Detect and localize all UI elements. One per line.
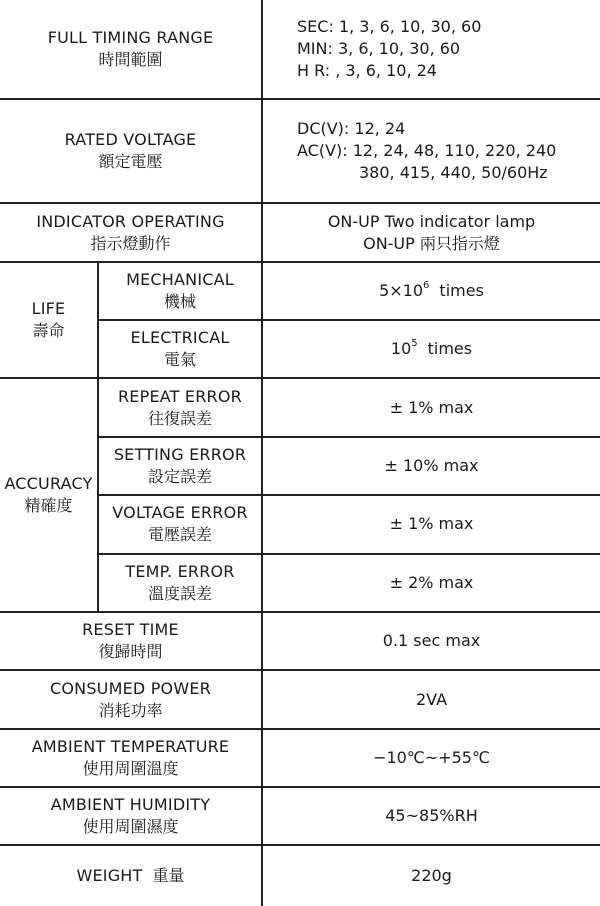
label-en: VOLTAGE ERROR	[112, 503, 248, 523]
label-ambient-humidity	[0, 787, 262, 845]
label-zh: 重量	[152, 866, 185, 886]
group-life	[0, 262, 98, 379]
label-zh: 機械	[163, 291, 196, 311]
voltage-ac-cont: 380, 415, 440, 50/60Hz	[359, 162, 548, 182]
voltage-dc: DC(V): 12, 24	[297, 118, 406, 138]
label-reset-time	[0, 612, 262, 670]
row-repeat-error	[0, 378, 600, 436]
value-indicator	[262, 203, 600, 261]
row-ambient-humidity	[0, 787, 600, 845]
row-weight	[0, 845, 600, 906]
label-zh: 復歸時間	[98, 642, 163, 662]
voltage-ac: AC(V): 12, 24, 48, 110, 220, 240	[297, 140, 557, 160]
label-electrical	[98, 320, 262, 378]
label-voltage-error	[98, 495, 262, 553]
indicator-en: ON-UP Two indicator lamp	[327, 211, 536, 231]
label-en: AMBIENT TEMPERATURE	[31, 736, 230, 756]
label-zh: 溫度誤差	[147, 583, 212, 603]
label-en: WEIGHT	[76, 866, 143, 886]
label-en: FULL TIMING RANGE	[47, 27, 214, 47]
elec-unit: times	[427, 339, 473, 359]
group-en: LIFE	[31, 299, 66, 319]
value-reset-time: 0.1 sec max	[262, 612, 600, 670]
label-consumed-power	[0, 670, 262, 728]
elec-exp: 5	[411, 338, 418, 350]
value-timing-range	[262, 0, 600, 99]
value-voltage-error: ± 1% max	[262, 495, 600, 553]
label-en: CONSUMED POWER	[49, 678, 211, 698]
row-life-mechanical	[0, 262, 600, 320]
label-zh: 電氣	[163, 350, 196, 370]
label-ambient-temperature	[0, 729, 262, 787]
row-ambient-temperature	[0, 729, 600, 787]
value-weight: 220g	[262, 845, 600, 906]
label-mechanical	[98, 262, 262, 320]
label-zh: 使用周圍溫度	[82, 758, 179, 778]
label-rated-voltage	[0, 99, 262, 204]
timing-sec: SEC: 1, 3, 6, 10, 30, 60	[297, 16, 482, 36]
label-en: RESET TIME	[82, 620, 179, 640]
label-en: INDICATOR OPERATING	[36, 211, 225, 231]
label-zh: 指示燈動作	[90, 233, 171, 253]
label-en: SETTING ERROR	[113, 445, 247, 465]
label-zh: 消耗功率	[98, 700, 163, 720]
label-en: MECHANICAL	[126, 269, 234, 289]
timing-min: MIN: 3, 6, 10, 30, 60	[297, 38, 461, 58]
label-en: AMBIENT HUMIDITY	[50, 795, 211, 815]
mech-exp: 6	[423, 279, 430, 291]
row-reset-time	[0, 612, 600, 670]
label-indicator	[0, 203, 262, 261]
group-zh: 壽命	[32, 321, 65, 341]
value-mechanical	[262, 262, 600, 320]
label-zh: 時間範圍	[98, 49, 163, 69]
label-en: REPEAT ERROR	[117, 386, 242, 406]
row-indicator	[0, 203, 600, 261]
value-temp-error: ± 2% max	[262, 554, 600, 612]
group-accuracy	[0, 378, 98, 612]
row-rated-voltage	[0, 99, 600, 204]
value-consumed-power: 2VA	[262, 670, 600, 728]
mech-ten: 10	[402, 280, 424, 300]
mech-unit: times	[439, 280, 484, 300]
label-en: TEMP. ERROR	[125, 561, 235, 581]
label-en: RATED VOLTAGE	[64, 129, 197, 149]
row-timing-range	[0, 0, 600, 99]
label-en: ELECTRICAL	[130, 328, 230, 348]
label-zh: 額定電壓	[98, 151, 163, 171]
timing-hr: H R: , 3, 6, 10, 24	[297, 60, 437, 80]
elec-ten: 10	[390, 339, 412, 359]
label-zh: 電壓誤差	[147, 525, 212, 545]
value-ambient-humidity: 45~85%RH	[262, 787, 600, 845]
label-zh: 使用周圍濕度	[82, 817, 179, 837]
value-ambient-temperature: −10℃~+55℃	[262, 729, 600, 787]
label-weight	[0, 845, 262, 906]
row-consumed-power	[0, 670, 600, 728]
label-repeat-error	[98, 378, 262, 436]
indicator-zh: ON-UP 兩只指示燈	[363, 233, 500, 253]
group-zh: 精確度	[24, 496, 73, 516]
value-rated-voltage	[262, 99, 600, 204]
label-zh: 往復誤差	[147, 408, 212, 428]
mech-times-sign: ×	[389, 280, 403, 300]
label-zh: 設定誤差	[147, 467, 212, 487]
value-electrical	[262, 320, 600, 378]
label-setting-error	[98, 437, 262, 495]
mech-base: 5	[379, 280, 390, 300]
label-temp-error	[98, 554, 262, 612]
value-setting-error: ± 10% max	[262, 437, 600, 495]
label-timing-range	[0, 0, 262, 99]
group-en: ACCURACY	[4, 474, 93, 494]
value-repeat-error: ± 1% max	[262, 378, 600, 436]
